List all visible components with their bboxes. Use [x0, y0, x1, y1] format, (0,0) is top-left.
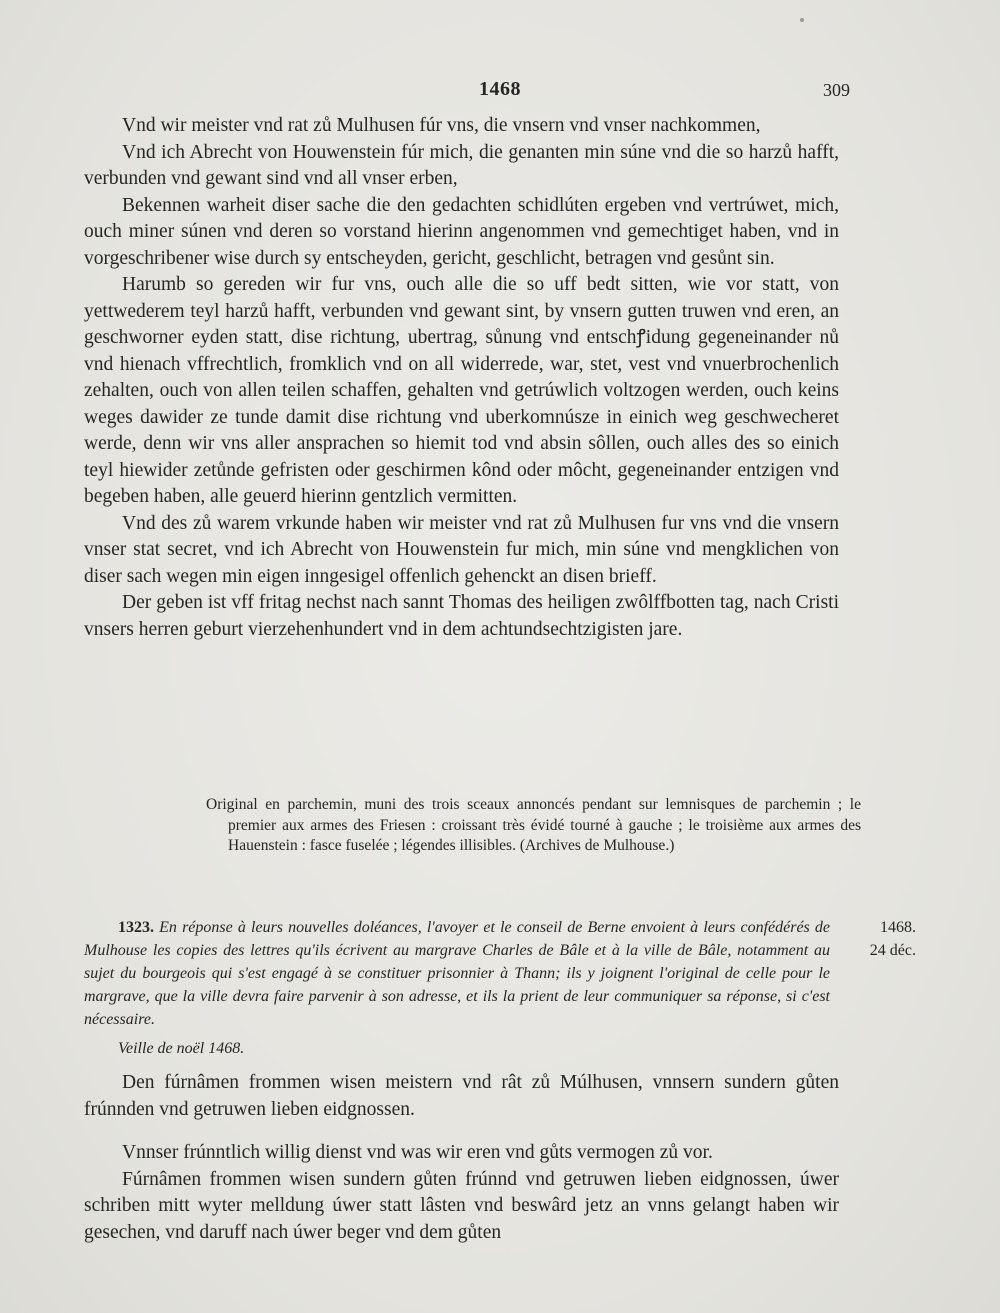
paragraph: Vnd des zů warem vrkunde haben wir meister vnd rat zů Mulhusen fur vns vnd die vnsern vnser stat secret, vnd ich Abrecht von Houwenstein fur mich, min súne vnd mengklichen von diser sach wegen min eigen inngesigel offenlich gehenckt an disen brieff. — [84, 512, 839, 587]
margin-date — [846, 916, 916, 962]
archival-note: Original en parchemin, muni des trois sceaux annoncés pendant sur lemnisques de parchemin ; le premier aux armes des Friesen : croissant très évidé tourné à gauche ; le troisième aux armes des Hauenstein : fasce fuselée ; légendes illisibles. (Archives de Mulhouse.) — [206, 796, 861, 854]
letter-text — [84, 1070, 839, 1246]
speck — [800, 18, 804, 22]
charter-text — [84, 113, 839, 643]
letter-body: Fúrnâmen frommen wisen sundern gůten frúnnd vnd getruwen lieben eidgnossen, úwer schriben mitt wyter melldung úwer statt lâsten vnd beswârd jetz an vnns gelangt haben wir gesechen, vnd daruff nach úwer beger vnd dem gůten — [84, 1168, 839, 1243]
margin-day: 24 déc. — [869, 942, 916, 959]
paragraph: Der geben ist vff fritag nechst nach sannt Thomas des heiligen zwôlffbotten tag, nach Cristi vnsers herren geburt vierzehenhundert vnd in dem achtundsechtzigisten jare. — [84, 592, 839, 640]
entry-number: 1323. — [118, 919, 154, 936]
page-number: 309 — [823, 80, 850, 100]
entry-summary-text: En réponse à leurs nouvelles doléances, l'avoyer et le conseil de Berne envoient à leurs confédérés de Mulhouse les copies des lettres qu'ils écrivent au margrave Charles de Bâle et à la ville de Bâle, notamment au sujet du bourgeois qui s'est engagé à se constituer prisonnier à Thann; ils y joignent l'original de celle pour le margrave, que la ville devra faire parvenir à son adresse, et ils la prient de leur communiquer sa réponse, si c'est nécessaire. — [84, 919, 831, 1028]
entry-date: Veille de noël 1468. — [118, 1040, 245, 1057]
letter-address: Den fúrnâmen frommen wisen meistern vnd rât zů Múlhusen, vnnsern sundern gůten frúnnden vnd getruwen lieben eidgnossen. — [84, 1072, 839, 1120]
entry-summary — [84, 916, 830, 1031]
margin-year: 1468. — [880, 919, 916, 936]
paragraph: Vnd ich Abrecht von Houwenstein fúr mich, die genanten min súne vnd die so harzů hafft, verbunden vnd gewant sind vnd all vnser erben, — [84, 141, 839, 189]
running-header-year: 1468 — [479, 78, 521, 100]
letter-greeting: Vnnser frúnntlich willig dienst vnd was wir eren vnd gůts vermogen zů vor. — [122, 1142, 713, 1163]
paragraph: Harumb so gereden wir fur vns, ouch alle die so uff bedt sitten, wie vor statt, von yettwederem teyl harzů hafft, verbunden vnd gewant sint, by vnsern gutten truwen vnd eren, an geschworner eyden statt, dise richtung, ubertrag, sůnung vnd entschꝭidung gegeneinander nů vnd hienach vffrechtlich, fromklich vnd on all widerrede, war, stet, vest vnd vnuerbrochenlich zehalten, ouch von allen teilen schaffen, gehalten vnd getrúwlich voltzogen werden, ouch keins weges dawider ze tunde damit dise richtung vnd uberkomnúsze in einich weg geschwecheret werde, denn wir vns aller ansprachen so hiemit tod vnd absin sôllen, ouch alles des so einich teyl hiewider zetůnde gefristen oder geschirmen kônd oder môcht, gegeneinander entzigen vnd begeben haben, alle geuerd hierinn gentzlich vermitten. — [84, 274, 839, 507]
paragraph: Vnd wir meister vnd rat zů Mulhusen fúr vns, die vnsern vnd vnser nachkommen, — [122, 115, 761, 136]
paragraph: Bekennen warheit diser sache die den gedachten schidlúten ergeben vnd vertrúwet, mich, ouch miner súnen vnd deren so vorstand hierinn angenommen vnd gemechtiget haben, vnd in vorgeschribener wise durch sy entscheyden, gericht, geschlicht, betragen vnd gesůnt sin. — [84, 194, 839, 269]
